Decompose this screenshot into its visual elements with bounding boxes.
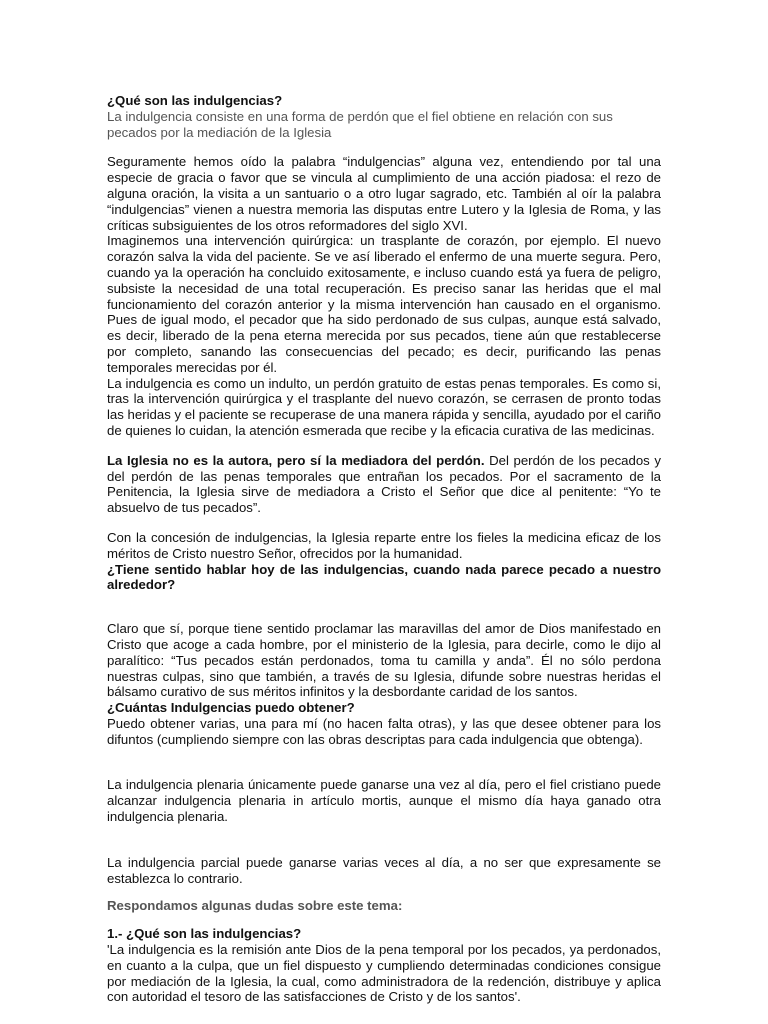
section-heading: Respondamos algunas dudas sobre este tema: bbox=[107, 898, 403, 914]
paragraph-mediadora bbox=[107, 453, 661, 516]
question-cuantas: ¿Cuántas Indulgencias puedo obtener? bbox=[107, 700, 355, 716]
paragraph-surgery: Imaginemos una intervención quirúrgica: un trasplante de corazón, por ejemplo. El nuevo corazón salva la vida del paciente. Se ve así liberado el enfermo de una muerte segura. Pero, cuando ya la operación ha concluido exitosamente, e incluso cuando está ya fuera de peligro, subsiste la necesidad de una total recuperación. Es preciso sanar las heridas que el mal funcionamiento del corazón anterior y la misma intervención han causado en el organismo. Pues de igual modo, el pecador que ha sido perdonado de sus culpas, aunque está salvado, es decir, liberado de la pena eterna merecida por sus pecados, tiene aún que restablecerse por completo, sanando las consecuencias del pecado; es decir, purificando las penas temporales merecidas por él. bbox=[107, 233, 661, 375]
document-title: ¿Qué son las indulgencias? bbox=[107, 93, 283, 108]
paragraph-plenaria: La indulgencia plenaria únicamente puede ganarse una vez al día, pero el fiel cristiano puede alcanzar indulgencia plenaria in artículo mortis, aunque el mismo día haya ganado otra indulgencia plenaria. bbox=[107, 777, 661, 825]
document-subtitle: La indulgencia consiste en una forma de perdón que el fiel obtiene en relación con sus pecados por la mediación de la Iglesia bbox=[107, 108, 613, 140]
mediadora-bold: La Iglesia no es la autora, pero sí la mediadora del perdón. bbox=[107, 452, 485, 468]
paragraph-concesion: Con la concesión de indulgencias, la Iglesia reparte entre los fieles la medicina eficaz de los méritos de Cristo nuestro Señor, ofrecidos por la humanidad. bbox=[107, 529, 661, 561]
paragraph-indulto: La indulgencia es como un indulto, un perdón gratuito de estas penas temporales. Es como si, tras la intervención quirúrgica y el trasplante del nuevo corazón, se cerrasen de pronto todas las heridas y el paciente se recuperase de una manera rápida y sencilla, ayudado por el cariño de quienes lo cuidan, la atención esmerada que recibe y la eficacia curativa de las medicinas. bbox=[107, 375, 661, 438]
paragraph-intro: Seguramente hemos oído la palabra “indulgencias” alguna vez, entendiendo por tal una especie de gracia o favor que se vincula al cumplimiento de una acción piadosa: el rezo de alguna oración, la visita a un santuario o a otro lugar sagrado, etc. También al oír la palabra “indulgencias” vienen a nuestra memoria las disputas entre Lutero y la Iglesia de Roma, y las críticas subsiguientes de los otros reformadores del siglo XVI. bbox=[107, 154, 661, 233]
question-que-son: 1.- ¿Qué son las indulgencias? bbox=[107, 926, 302, 942]
question-sentido: ¿Tiene sentido hablar hoy de las indulgencias, cuando nada parece pecado a nuestro alrededor? bbox=[107, 561, 661, 593]
paragraph-definicion: 'La indulgencia es la remisión ante Dios de la pena temporal por los pecados, ya perdonados, en cuanto a la culpa, que un fiel dispuesto y cumpliendo determinadas condiciones consigue por mediación de la Iglesia, la cual, como administradora de la redención, distribuye y aplica con autoridad el tesoro de las satisfacciones de Cristo y de los santos'. bbox=[107, 942, 661, 1005]
mediadora-rest: Del perdón de los pecados y del perdón de las penas temporales que entrañan los pecados. Por el sacramento de la Penitencia, la Iglesia sirve de mediadora a Cristo el Señor que dice al penitente: “Yo te absuelvo de tus pecados”. bbox=[107, 452, 661, 516]
paragraph-obtener: Puedo obtener varias, una para mí (no hacen falta otras), y las que desee obtener para los difuntos (cumpliendo siempre con las obras descriptas para cada indulgencia que obtenga). bbox=[107, 715, 661, 747]
paragraph-claro: Claro que sí, porque tiene sentido proclamar las maravillas del amor de Dios manifestado en Cristo que acoge a cada hombre, por el ministerio de la Iglesia, para decirle, como le dijo al paralítico: “Tus pecados están perdonados, toma tu camilla y anda”. Él no sólo perdona nuestras culpas, sino que también, a través de su Iglesia, difunde sobre nuestras heridas el bálsamo curativo de sus méritos infinitos y la desbordante caridad de los santos. bbox=[107, 621, 661, 700]
paragraph-parcial: La indulgencia parcial puede ganarse varias veces al día, a no ser que expresamente se establezca lo contrario. bbox=[107, 854, 661, 886]
